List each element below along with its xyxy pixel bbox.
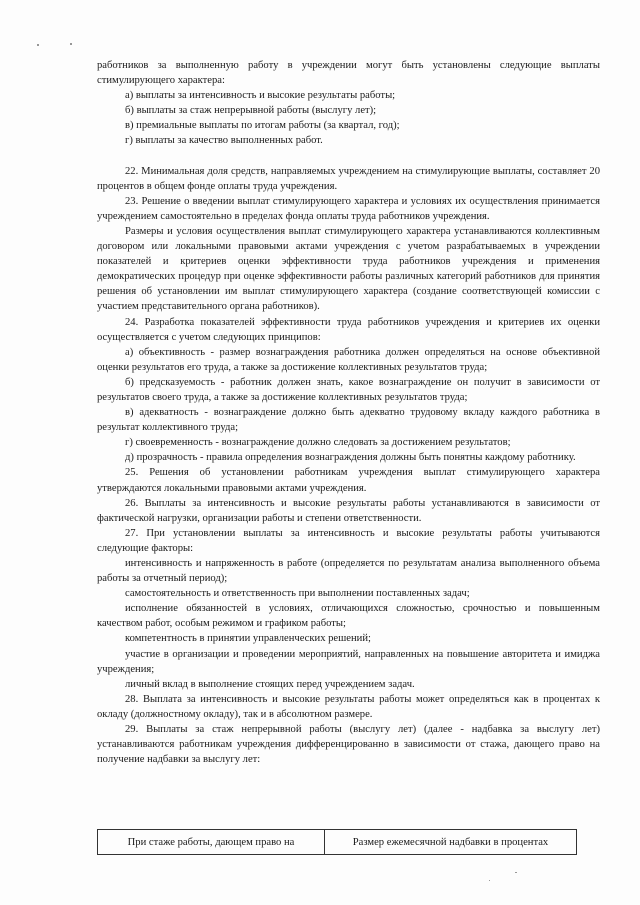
paragraph: личный вклад в выполнение стоящих перед учреждением задач. [125,678,415,690]
scan-speck [70,43,72,45]
paragraph: 23. Решение о введении выплат стимулирующего характера и условиях их осуществления принимается учреждением самостоятельно в пределах фонда оплаты труда работников учреждения. [97,195,600,222]
paragraph: б) предсказуемость - работник должен знать, какое вознаграждение он получит в зависимости от результатов своего труда, а также за достижение коллективных результатов труда; [97,376,600,403]
paragraph: исполнение обязанностей в условиях, отличающихся сложностью, срочностью и повышенным качеством работ, особым режимом и графиком работы; [97,603,600,630]
paragraph: работников за выполненную работу в учреждении могут быть установлены следующие выплаты стимулирующего характера: [97,60,600,87]
paragraph: Размеры и условия осуществления выплат стимулирующего характера устанавливаются коллективным договором или локальными правовыми актами учреждения с учетом разрабатываемых в учреждении показателей и критериев оценки эффективности труда работников учреждения и применения демократических процедур при оценке эффективности работы различных категорий работников для принятия решения об установлении им выплат стимулирующего характера (создание соответствующей комиссии с участием представительного органа работников). [97,225,600,313]
document-body [97,58,600,767]
paragraph: 22. Минимальная доля средств, направляемых учреждением на стимулирующие выплаты, составляет 20 процентов в общем фонде оплаты труда учреждения. [97,165,600,192]
table-header-row [98,830,577,855]
paragraph: 27. При установлении выплаты за интенсивность и высокие результаты работы учитываются следующие факторы: [97,527,600,554]
paragraph: г) своевременность - вознаграждение должно следовать за достижением результатов; [125,437,511,449]
paragraph: д) прозрачность - правила определения вознаграждения должны быть понятны каждому работнику. [125,452,576,464]
paragraph-gap [97,149,600,164]
paragraph: 24. Разработка показателей эффективности труда работников учреждения и критериев их оценки осуществляется с учетом следующих принципов: [97,316,600,343]
paragraph: 26. Выплаты за интенсивность и высокие результаты работы устанавливаются в зависимости от фактической нагрузки, организации работы и степени ответственности. [97,497,600,524]
scan-speck [515,872,517,873]
paragraph: 25. Решения об установлении работникам учреждения выплат стимулирующего характера утверждаются локальными правовыми актами учреждения. [97,467,600,494]
paragraph: самостоятельность и ответственность при выполнении поставленных задач; [125,588,470,600]
paragraph: интенсивность и напряженность в работе (определяется по результатам анализа выполненного объема работы за отчетный период); [97,558,600,585]
table-header-cell: При стаже работы, дающем право на [98,830,325,855]
list-item: г) выплаты за качество выполненных работ. [125,135,323,147]
table-header-cell: Размер ежемесячной надбавки в процентах [325,830,577,855]
paragraph: 28. Выплата за интенсивность и высокие результаты работы может определяться как в процентах к окладу (должностному окладу), так и в абсолютном размере. [97,693,600,720]
seniority-table [97,829,577,855]
list-item: а) выплаты за интенсивность и высокие результаты работы; [125,90,396,102]
scan-speck [489,880,490,881]
list-item: в) премиальные выплаты по итогам работы (за квартал, год); [125,120,400,132]
paragraph: в) адекватность - вознаграждение должно быть адекватно трудовому вкладу каждого работника в результат коллективного труда; [97,407,600,434]
paragraph: компетентность в принятии управленческих решений; [125,633,371,645]
paragraph: участие в организации и проведении мероприятий, направленных на повышение авторитета и имиджа учреждения; [97,648,600,675]
list-item: б) выплаты за стаж непрерывной работы (выслугу лет); [125,105,377,117]
paragraph: 29. Выплаты за стаж непрерывной работы (выслугу лет) (далее - надбавка за выслугу лет) устанавливаются работникам учреждения дифференцированно в зависимости от стажа, дающего право на получение надбавки за выслугу лет: [97,724,600,766]
paragraph: а) объективность - размер вознаграждения работника должен определяться на основе объективной оценки результатов его труда, а также за достижение коллективных результатов труда; [97,346,600,373]
scan-speck [37,44,39,46]
